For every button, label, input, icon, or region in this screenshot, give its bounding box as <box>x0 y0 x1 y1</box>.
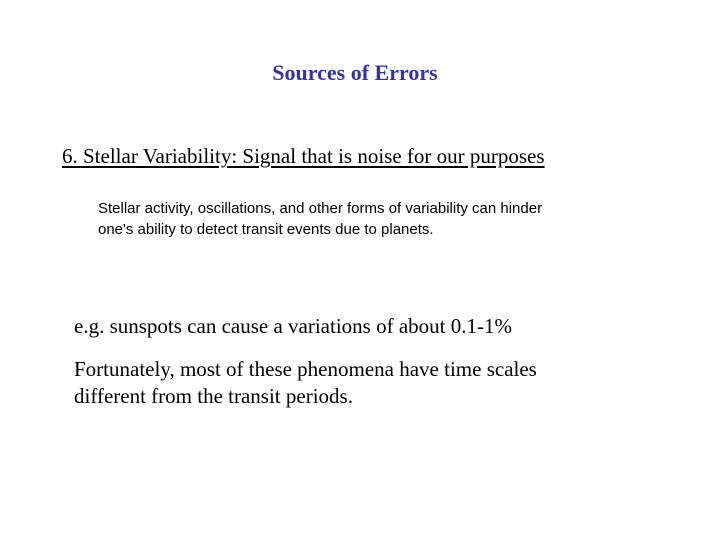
note-line: different from the transit periods. <box>74 384 353 408</box>
note-line: Fortunately, most of these phenomena have time scales <box>74 357 537 381</box>
note-text <box>74 356 537 410</box>
section-heading: 6. Stellar Variability: Signal that is noise for our purposes <box>62 144 545 168</box>
description-line: one's ability to detect transit events due to planets. <box>98 221 434 238</box>
slide-title: Sources of Errors <box>272 60 438 85</box>
description-text <box>98 198 658 240</box>
example-text: e.g. sunspots can cause a variations of about 0.1-1% <box>74 314 512 338</box>
description-line: Stellar activity, oscillations, and other forms of variability can hinder <box>98 200 543 217</box>
